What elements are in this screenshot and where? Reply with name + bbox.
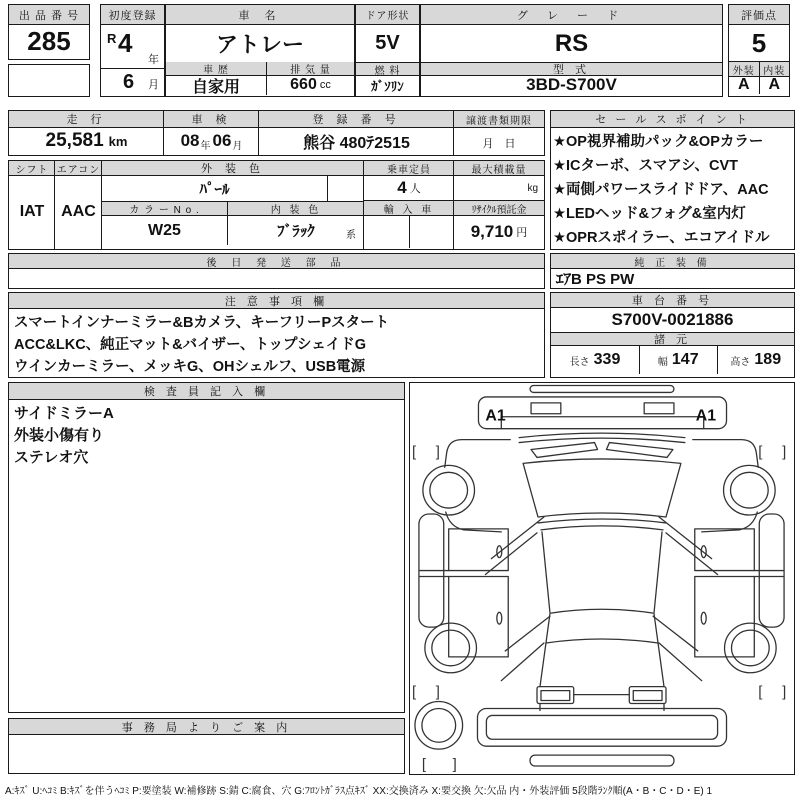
car-name-value: アトレー xyxy=(215,32,304,57)
later-parts-title: 後 日 発 送 部 品 xyxy=(9,254,544,269)
inspector-notes-title: 検 査 員 記 入 欄 xyxy=(9,383,404,400)
exterior-color-label: 外 装 色 xyxy=(102,161,364,176)
door-shape-box xyxy=(355,4,420,97)
dimensions-title: 諸 元 xyxy=(551,332,794,346)
shift-box xyxy=(8,160,56,250)
wheels xyxy=(423,465,776,672)
svg-text:[: [ xyxy=(758,684,763,701)
rear-bumper xyxy=(477,708,726,746)
later-parts-value xyxy=(9,269,544,288)
wiper-left xyxy=(531,443,597,458)
inspector-notes-lines xyxy=(9,400,404,472)
left-slide-door-handle xyxy=(497,612,502,624)
oem-equipment-box xyxy=(550,253,795,289)
door-shape-value: 5V xyxy=(375,32,400,54)
car-name-label: 車 名 xyxy=(166,5,354,25)
sales-points-title: セ ー ル ス ポ イ ン ト xyxy=(551,111,794,128)
svg-text:]: ] xyxy=(435,684,440,701)
max-load-box xyxy=(453,160,545,202)
svg-text:[: [ xyxy=(411,444,417,461)
color-block xyxy=(101,160,365,250)
roof-right-edge xyxy=(654,532,662,612)
inspection-month-unit: 月 xyxy=(232,140,243,152)
sales-point-item: ★ICターボ、スマアシ、CVT xyxy=(553,158,738,174)
front-bumper xyxy=(478,397,726,429)
inspector-notes-box xyxy=(8,382,405,713)
interior-grade-label: 内装 xyxy=(760,62,790,77)
recycle-deposit-value: 9,710 xyxy=(470,222,514,241)
rear-quarter-right xyxy=(653,616,698,651)
capacity-value: 4 xyxy=(397,178,407,197)
sales-point-item: ★LEDヘッド&フォグ&室内灯 xyxy=(553,206,746,222)
spare-tire xyxy=(415,702,463,750)
sales-point-item: ★OP視界補助パック&OPカラー xyxy=(553,134,764,150)
car-diagram-box xyxy=(409,382,795,775)
auction-no-value: 285 xyxy=(27,25,71,56)
oem-equipment-title: 純 正 装 備 xyxy=(551,254,794,269)
windshield xyxy=(523,459,681,517)
notes-box xyxy=(8,292,545,378)
inspection-year-unit: 年 xyxy=(200,140,211,152)
front-bumper-inset xyxy=(501,417,703,429)
mileage-unit: km xyxy=(108,133,128,149)
car-name-box xyxy=(165,4,355,97)
max-load-unit: kg xyxy=(527,182,538,194)
inspection-month: 06 xyxy=(212,131,232,150)
inspector-note-line: 外装小傷有り xyxy=(14,427,105,444)
inspector-note-line: ステレオ穴 xyxy=(14,449,89,466)
import-car-cell-2 xyxy=(410,216,455,248)
width-value: 147 xyxy=(671,351,699,368)
first-reg-month: 6 xyxy=(123,71,135,93)
sales-points-list xyxy=(551,128,794,252)
notes-line: ウインカーミラー、メッキG、OHシェルフ、USB電源 xyxy=(14,359,366,375)
chassis-no-title: 車 台 番 号 xyxy=(551,293,794,308)
grade-label: グ レ ー ド xyxy=(421,5,722,25)
office-info-value xyxy=(9,735,404,772)
registration-label: 登 録 番 号 xyxy=(259,111,454,128)
front-bumper-right-detail xyxy=(644,403,674,414)
hatch-left-edge xyxy=(540,614,550,686)
exterior-color-value: ﾊﾟｰﾙ xyxy=(102,176,328,201)
left-slide-door xyxy=(449,577,509,657)
height-label: 高さ xyxy=(730,356,751,368)
shift-label: シフト xyxy=(9,161,55,176)
registration-box xyxy=(258,110,455,156)
shift-value: IAT xyxy=(19,203,45,220)
history-label: 車 歴 xyxy=(166,62,266,76)
displacement-label: 排 気 量 xyxy=(267,62,354,76)
width-label: 幅 xyxy=(657,356,668,368)
exterior-grade-value: A xyxy=(729,76,760,94)
hatch-right-edge xyxy=(654,614,664,686)
import-car-box xyxy=(363,200,455,250)
first-reg-month-unit: 月 xyxy=(148,79,159,91)
front-bumper-left-detail xyxy=(531,403,561,414)
auction-no-label: 出 品 番 号 xyxy=(9,5,89,25)
svg-text:]: ] xyxy=(782,444,787,461)
model-code-label: 型 式 xyxy=(421,62,722,76)
front-roof-strip xyxy=(530,386,674,393)
notes-lines xyxy=(9,309,544,381)
registration-value: 熊谷 480ﾃ2515 xyxy=(303,134,410,152)
svg-text:]: ] xyxy=(452,757,457,773)
model-code-value: 3BD-S700V xyxy=(526,75,617,94)
first-reg-year-unit: 年 xyxy=(148,54,159,66)
oem-equipment-value: ｴｱB PS PW xyxy=(556,271,635,288)
transfer-deadline-value: 月 日 xyxy=(482,138,516,150)
grade-value: RS xyxy=(554,29,589,57)
height-value: 189 xyxy=(754,351,782,368)
damage-mark-a1-right: A1 xyxy=(695,407,717,425)
office-info-box xyxy=(8,718,405,774)
right-slide-door-handle xyxy=(701,612,706,624)
mileage-label: 走 行 xyxy=(9,111,164,128)
displacement-unit: cc xyxy=(319,79,331,91)
door-shape-label: ドア形状 xyxy=(356,5,419,25)
svg-text:]: ] xyxy=(782,684,787,701)
import-car-label: 輸 入 車 xyxy=(364,201,454,216)
score-box xyxy=(728,4,790,97)
left-front-door xyxy=(449,529,509,571)
recycle-deposit-label: ﾘｻｲｸﾙ預託金 xyxy=(454,201,544,216)
notes-line: スマートインナーミラー&Bカメラ、キーフリーPスタート xyxy=(14,315,390,331)
rear-lower-strip xyxy=(530,755,674,766)
color-no-value: W25 xyxy=(102,216,228,245)
chassis-no-value: S700V-0021886 xyxy=(611,310,734,329)
recycle-deposit-box xyxy=(453,200,545,250)
length-label: 長さ xyxy=(569,356,590,368)
office-info-title: 事 務 局 よ り ご 案 内 xyxy=(9,719,404,735)
chassis-specs-box xyxy=(550,292,795,378)
score-value: 5 xyxy=(751,27,767,58)
auction-no-empty-box xyxy=(8,64,90,97)
inspection-box xyxy=(163,110,260,156)
legend-text: A:ｷｽﾞ U:ﾍｺﾐ B:ｷｽﾞを伴うﾍｺﾐ P:要塗装 W:補修跡 S:錆 C:腐食、穴 G:ﾌﾛﾝﾄｶﾞﾗｽ点ｷｽﾞ XX:交換済み X:要交換 欠:欠品 内・外装評価 5段階ﾗﾝｸ順(A・B・C・D・E) 1 xyxy=(5,786,713,797)
notes-title: 注 意 事 項 欄 xyxy=(9,293,544,309)
interior-color-value: ﾌﾞﾗｯｸ xyxy=(277,223,315,240)
grade-box xyxy=(420,4,723,97)
inspector-note-line: サイドミラーA xyxy=(14,405,114,422)
inspection-year: 08 xyxy=(180,131,200,150)
aircon-value: AAC xyxy=(61,203,96,220)
svg-text:[: [ xyxy=(421,757,427,773)
car-outline-diagram xyxy=(410,383,793,773)
max-load-label: 最大積載量 xyxy=(454,161,544,176)
rear-quarter-left xyxy=(505,616,550,651)
first-reg-era: R xyxy=(107,31,117,46)
fuel-value: ｶﾞｿﾘﾝ xyxy=(371,78,404,94)
mileage-value: 25,581 xyxy=(45,130,104,151)
exterior-grade-label: 外装 xyxy=(729,62,760,77)
wiper-right xyxy=(606,443,672,458)
aircon-label: エアコン xyxy=(55,161,102,176)
auction-no-box xyxy=(8,4,90,60)
interior-color-suffix: 系 xyxy=(346,230,356,241)
svg-text:]: ] xyxy=(435,444,440,461)
aircon-box xyxy=(54,160,103,250)
front-quarter-left xyxy=(445,440,510,468)
interior-grade-value: A xyxy=(768,76,781,93)
mileage-box xyxy=(8,110,165,156)
first-reg-label: 初度登録 xyxy=(101,5,164,25)
later-parts-box xyxy=(8,253,545,289)
import-car-cell-1 xyxy=(364,216,410,248)
svg-text:[: [ xyxy=(411,684,417,701)
damage-mark-a1-left: A1 xyxy=(485,407,506,425)
fuel-label: 燃 料 xyxy=(356,62,419,76)
score-label: 評価点 xyxy=(729,5,789,25)
first-reg-year: 4 xyxy=(118,28,133,58)
capacity-label: 乗車定員 xyxy=(364,161,454,176)
front-quarter-right xyxy=(693,440,758,468)
capacity-unit: 人 xyxy=(409,183,421,195)
displacement-value: 660 xyxy=(290,76,317,93)
transfer-deadline-box xyxy=(453,110,545,156)
capacity-box xyxy=(363,160,455,202)
first-reg-box xyxy=(100,4,165,97)
interior-color-label: 内 装 色 xyxy=(228,202,364,216)
roof-left-edge xyxy=(542,532,550,612)
inspection-label: 車 検 xyxy=(164,111,259,128)
notes-line: ACC&LKC、純正マット&バイザー、トップシェイドG xyxy=(14,337,366,353)
length-value: 339 xyxy=(593,351,621,368)
sales-points-box xyxy=(550,110,795,250)
svg-text:[: [ xyxy=(758,444,763,461)
transfer-deadline-label: 譲渡書類期限 xyxy=(454,111,544,128)
color-no-label: カ ラ ー N o . xyxy=(102,202,228,216)
sales-point-item: ★OPRスポイラー、エコアイドル xyxy=(553,230,770,246)
right-front-door xyxy=(695,529,755,571)
history-value: 自家用 xyxy=(191,78,240,96)
exterior-color-extra-cell xyxy=(328,176,364,201)
sales-point-item: ★両側パワースライドドア、AAC xyxy=(553,182,769,198)
recycle-deposit-unit: 円 xyxy=(516,227,528,239)
